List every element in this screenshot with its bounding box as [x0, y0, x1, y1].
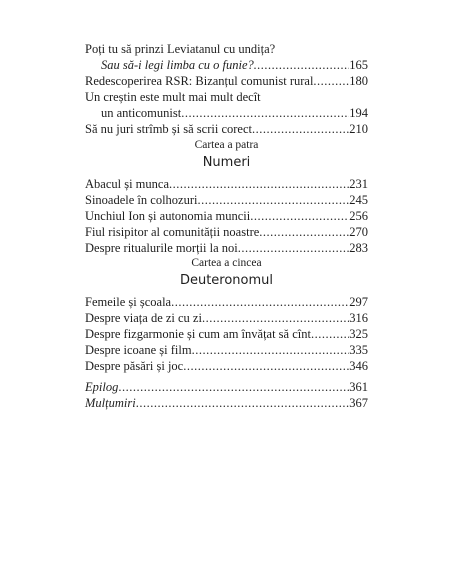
toc-page-number: 325 [349, 327, 368, 341]
toc-entry[interactable] [85, 224, 368, 240]
toc-entry-title: Mulțumiri [85, 396, 136, 410]
toc-entry-title: Unchiul Ion și autonomia muncii [85, 209, 251, 223]
toc-entry[interactable] [85, 310, 368, 326]
toc-entry[interactable] [85, 73, 368, 89]
dot-leader [202, 310, 349, 326]
dot-leader [259, 224, 349, 240]
dot-leader [238, 240, 350, 256]
toc-page-number: 210 [349, 122, 368, 136]
toc-page-number: 367 [349, 396, 368, 410]
dot-leader [197, 192, 349, 208]
toc-block-part3-tail [85, 41, 368, 137]
toc-entry-title: Un creștin este mult mai mult decît [85, 90, 261, 104]
toc-page-number: 245 [349, 193, 368, 207]
toc-page-number: 297 [349, 295, 368, 309]
toc-page-number: 361 [349, 380, 368, 394]
toc-entry-title: Despre icoane și film [85, 343, 192, 357]
toc-entry[interactable] [85, 176, 368, 192]
dot-leader [181, 105, 349, 121]
toc-entry-title: Epilog [85, 380, 119, 394]
toc-entry-title: Abacul și munca [85, 177, 170, 191]
toc-entry-title: Femeile și școala [85, 295, 172, 309]
toc-entry-title: Despre ritualurile morții la noi [85, 241, 238, 255]
part-name: Deuteronomul [179, 273, 274, 288]
dot-leader [183, 358, 349, 374]
toc-entry-title: un anticomunist [101, 106, 182, 120]
dot-leader [252, 121, 349, 137]
toc-entry[interactable] [85, 358, 368, 374]
part-label: Cartea a patra [194, 139, 259, 151]
toc-entry-title: Despre fizgarmonie și cum am învățat să cînt [85, 327, 311, 341]
toc-page-number: 316 [349, 311, 368, 325]
toc-page-number: 335 [349, 343, 368, 357]
toc-entry-title: Fiul risipitor al comunității noastre [85, 225, 260, 239]
toc-entry[interactable] [85, 192, 368, 208]
dot-leader [136, 395, 350, 411]
toc-page-number: 194 [349, 106, 368, 120]
toc-entry-title: Poți tu să prinzi Leviatanul cu undița? [85, 42, 276, 56]
toc-entry[interactable] [85, 121, 368, 137]
toc-entry[interactable] [85, 208, 368, 224]
toc-entry[interactable] [85, 395, 368, 411]
toc-entry-title: Despre păsări și joc [85, 359, 184, 373]
toc-entry-title: Să nu juri strîmb și să scrii corect [85, 122, 252, 136]
toc-block-end [85, 379, 368, 411]
toc-block-part4 [85, 176, 368, 256]
toc-entry[interactable] [85, 57, 368, 73]
toc-entry-title: Sau să-i legi limba cu o funie? [101, 58, 254, 72]
dot-leader [311, 326, 349, 342]
part-name: Numeri [202, 155, 251, 170]
toc-entry-title: Sinoadele în colhozuri [85, 193, 198, 207]
toc-entry-title: Despre viața de zi cu zi [85, 311, 202, 325]
dot-leader [169, 176, 349, 192]
toc-entry[interactable] [85, 105, 368, 121]
toc-page-number: 256 [349, 209, 368, 223]
toc-block-part5 [85, 294, 368, 374]
dot-leader [254, 57, 349, 73]
part-label: Cartea a cincea [191, 257, 262, 269]
dot-leader [313, 73, 349, 89]
toc-page-number: 165 [349, 58, 368, 72]
toc-entry[interactable] [85, 240, 368, 256]
toc-page-number: 283 [349, 241, 368, 255]
dot-leader [250, 208, 349, 224]
toc-page-number: 231 [349, 177, 368, 191]
dot-leader [192, 342, 350, 358]
toc-page-number: 346 [349, 359, 368, 373]
toc-entry[interactable] [85, 326, 368, 342]
dot-leader [171, 294, 349, 310]
toc-page-number: 180 [349, 74, 368, 88]
toc-entry[interactable] [85, 342, 368, 358]
dot-leader [118, 379, 349, 395]
toc-page-number: 270 [349, 225, 368, 239]
toc-entry[interactable] [85, 294, 368, 310]
toc-entry-title: Redescoperirea RSR: Bizanțul comunist rural [85, 74, 314, 88]
toc-entry[interactable] [85, 379, 368, 395]
